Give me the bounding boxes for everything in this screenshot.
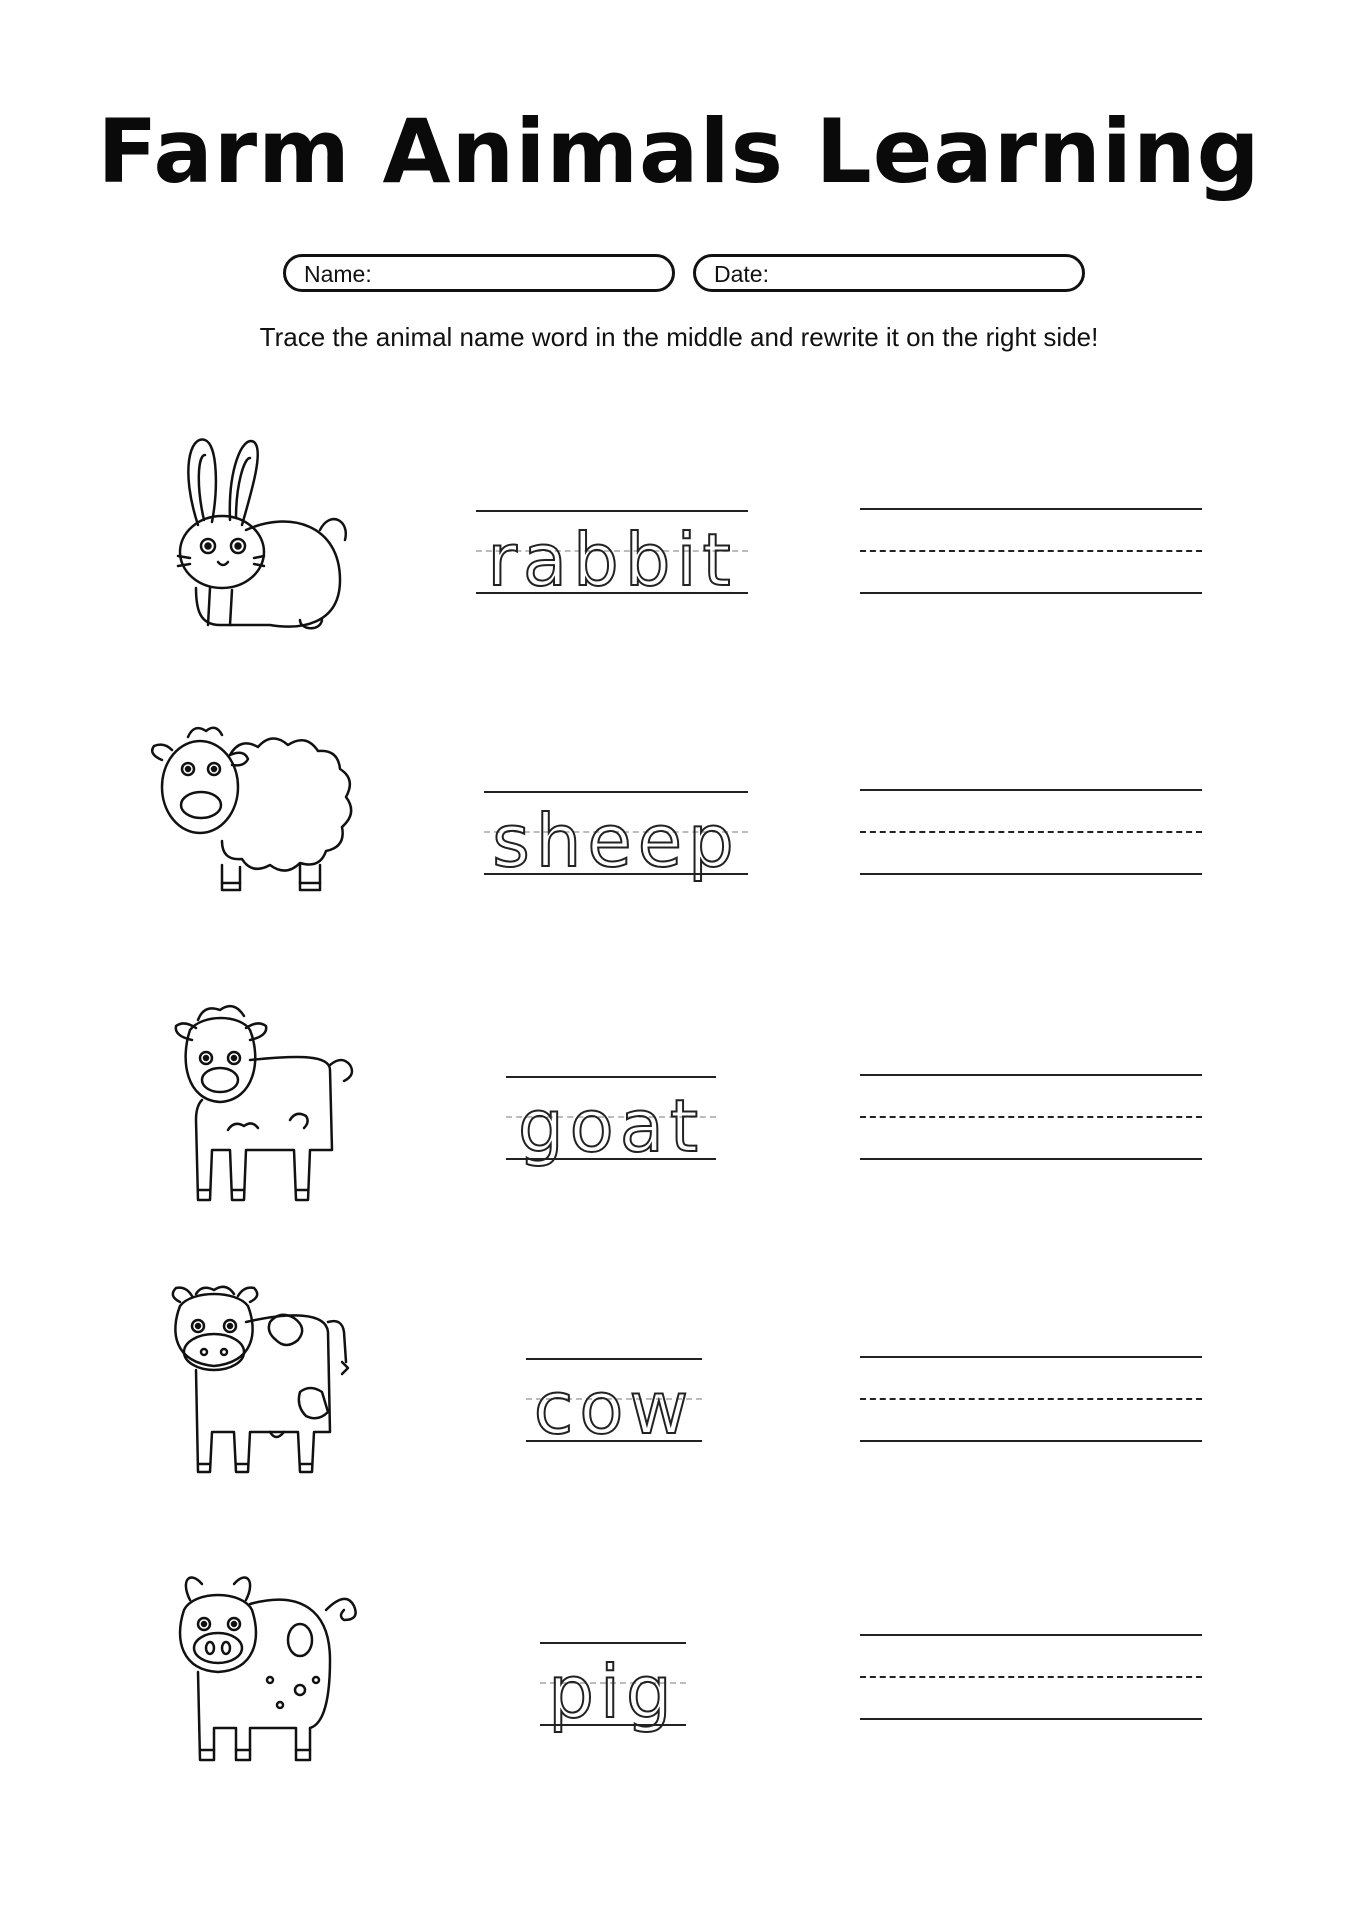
instruction-text: Trace the animal name word in the middle and rewrite it on the right side! <box>259 322 1099 352</box>
rabbit-icon <box>150 430 410 650</box>
sheep-icon <box>150 715 410 935</box>
trace-area-cow[interactable] <box>526 1358 702 1478</box>
trace-area-rabbit[interactable] <box>476 510 748 630</box>
goat-icon <box>150 1000 410 1220</box>
trace-word: sheep <box>492 799 740 883</box>
write-area-goat[interactable] <box>860 1074 1202 1164</box>
trace-word: goat <box>517 1084 705 1168</box>
pig-icon <box>150 1560 410 1780</box>
row-goat <box>0 1000 1358 1240</box>
trace-area-pig[interactable] <box>540 1642 686 1782</box>
date-field[interactable] <box>693 254 1085 292</box>
trace-word: rabbit <box>487 518 737 602</box>
name-label: Name: <box>304 261 372 287</box>
write-area-cow[interactable] <box>860 1356 1202 1446</box>
page-title: Farm Animals Learning <box>97 100 1261 203</box>
trace-area-goat[interactable] <box>506 1076 716 1216</box>
cow-icon <box>150 1282 410 1502</box>
name-field[interactable] <box>283 254 675 292</box>
write-area-pig[interactable] <box>860 1634 1202 1724</box>
trace-area-sheep[interactable] <box>484 791 748 931</box>
trace-word: pig <box>548 1650 678 1734</box>
row-rabbit <box>0 430 1358 670</box>
row-pig <box>0 1560 1358 1800</box>
row-sheep <box>0 715 1358 955</box>
trace-word: cow <box>533 1366 695 1450</box>
row-cow <box>0 1282 1358 1522</box>
date-label: Date: <box>714 261 769 287</box>
write-area-rabbit[interactable] <box>860 508 1202 598</box>
write-area-sheep[interactable] <box>860 789 1202 879</box>
